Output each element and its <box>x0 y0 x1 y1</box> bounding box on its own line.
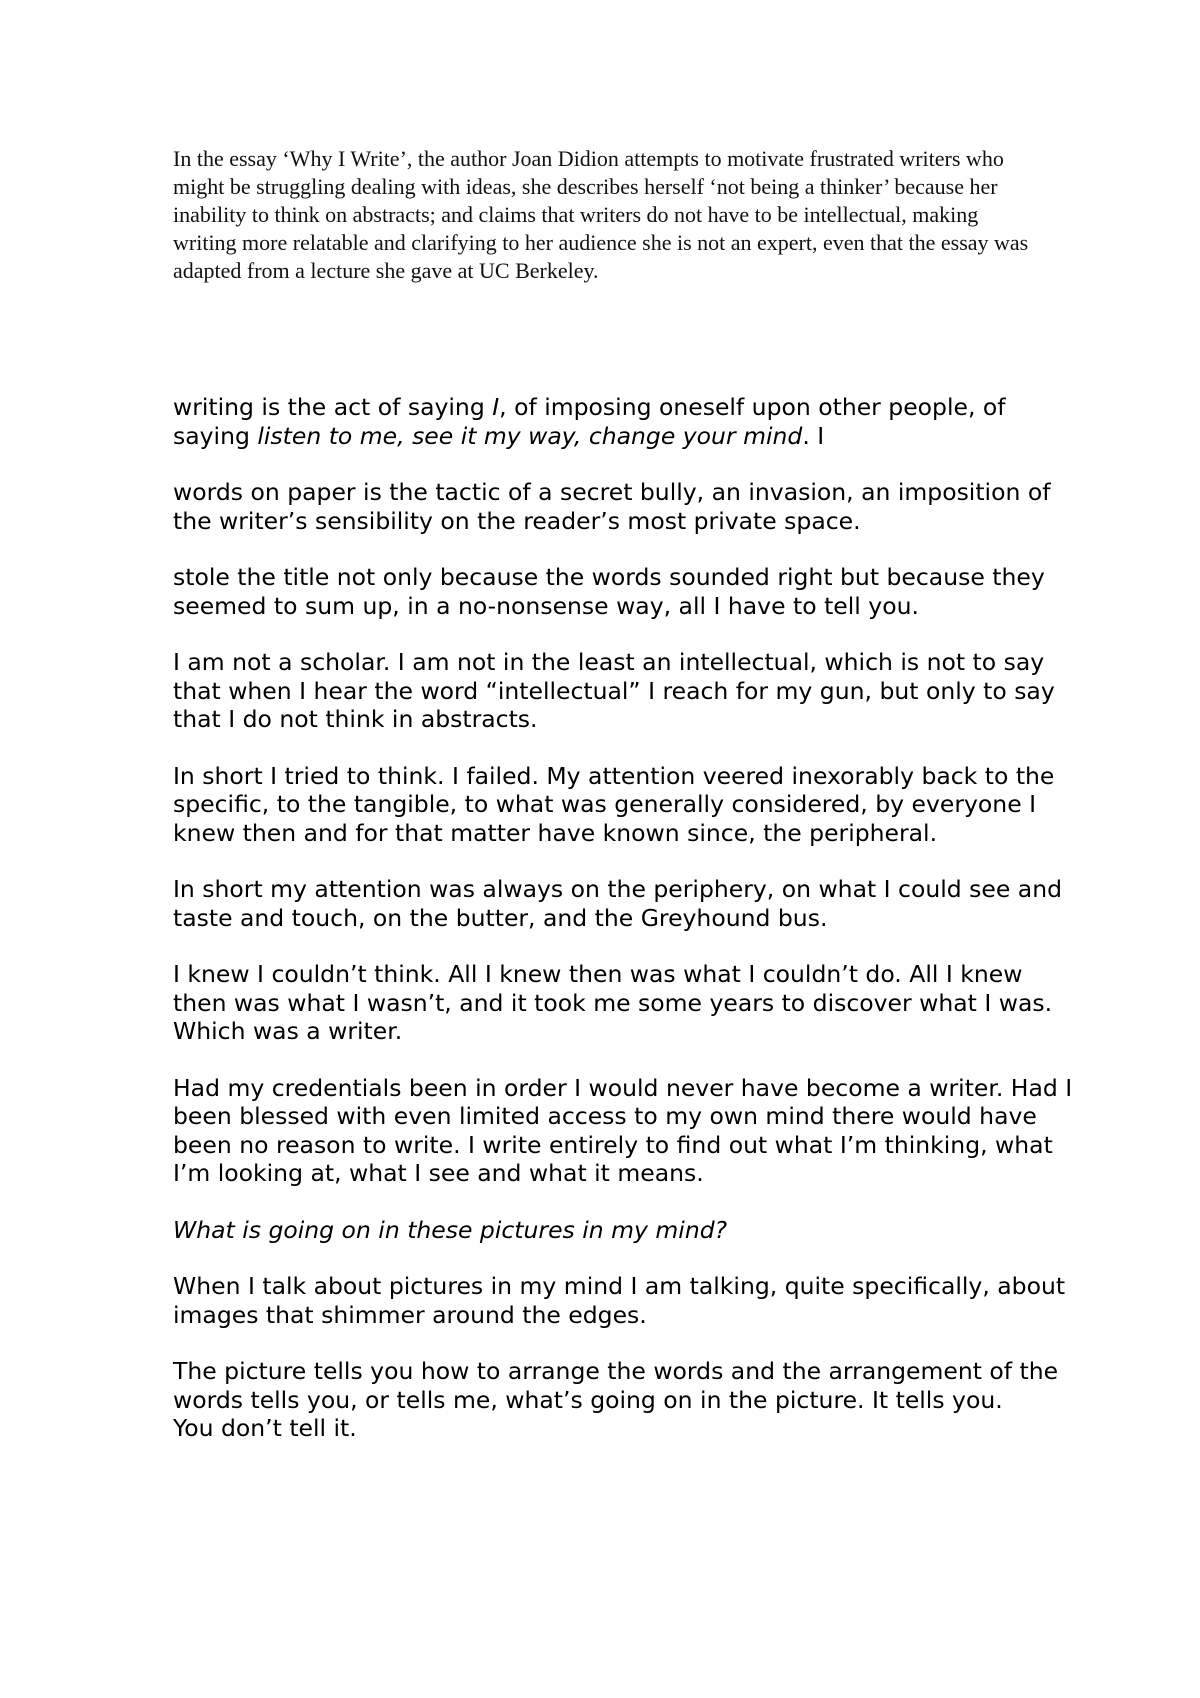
quote-1-text-c: . I <box>802 421 825 450</box>
quote-1-text-a: writing is the act of saying <box>173 393 493 421</box>
quote-paragraph-5: In short I tried to think. I failed. My attention veered inexorably back to the specific, to the tangible, to what was generally considered, by everyone I knew then and for that matter have known since, the peripheral. <box>173 761 1055 847</box>
quote-9-italic: What is going on in these pictures in my mind? <box>173 1215 728 1244</box>
quote-paragraph-7: I knew I couldn’t think. All I knew then was what I couldn’t do. All I knew then was what I wasn’t, and it took me some years to discover what I was. Which was a writer. <box>173 960 1053 1045</box>
quote-paragraph-12: You don’t tell it. <box>173 1414 357 1442</box>
intro-paragraph: In the essay ‘Why I Write’, the author Joan Didion attempts to motivate frustrated writers who might be struggling dealing with ideas, she describes herself ‘not being a thinker’ because her inability to think on abstracts; and claims that writers do not have to be intellectual, making writing more relatable and clarifying to her audience she is not an expert, even that the essay was adapted from a lecture she gave at UC Berkeley. <box>173 146 1029 283</box>
quote-paragraph-6: In short my attention was always on the periphery, on what I could see and taste and touch, on the butter, and the Greyhound bus. <box>173 875 1063 932</box>
quote-1-italic-i: I <box>492 393 500 421</box>
quotes-section <box>173 393 1073 1443</box>
quote-paragraph-11: The picture tells you how to arrange the words and the arrangement of the words tells you, or tells me, what’s going on in the picture. It tells you. <box>173 1357 1059 1414</box>
quote-paragraph-4: I am not a scholar. I am not in the least an intellectual, which is not to say that when I hear the word “intellectual” I reach for my gun, but only to say that I do not think in abstracts. <box>173 648 1055 733</box>
quote-paragraph-2: words on paper is the tactic of a secret bully, an invasion, an imposition of the writer’s sensibility on the reader’s most private space. <box>173 478 1051 535</box>
quote-paragraph-8: Had my credentials been in order I would never have become a writer. Had I been blessed with even limited access to my own mind there would have been no reason to write. I write entirely to find out what I’m thinking, what I’m looking at, what I see and what it means. <box>173 1073 1073 1187</box>
quote-paragraph-3: stole the title not only because the words sounded right but because they seemed to sum up, in a no-nonsense way, all I have to tell you. <box>173 563 1045 620</box>
intro-paragraph-block <box>173 145 1033 285</box>
quote-1-italic-phrase: listen to me, see it my way, change your mind <box>257 421 803 450</box>
quote-paragraph-9 <box>173 1216 1073 1245</box>
quote-paragraph-10: When I talk about pictures in my mind I am talking, quite specifically, about images that shimmer around the edges. <box>173 1272 1066 1329</box>
quote-1-text-b: , of imposing oneself upon other people, of saying <box>173 393 1006 450</box>
quote-paragraph-1 <box>173 393 1073 450</box>
